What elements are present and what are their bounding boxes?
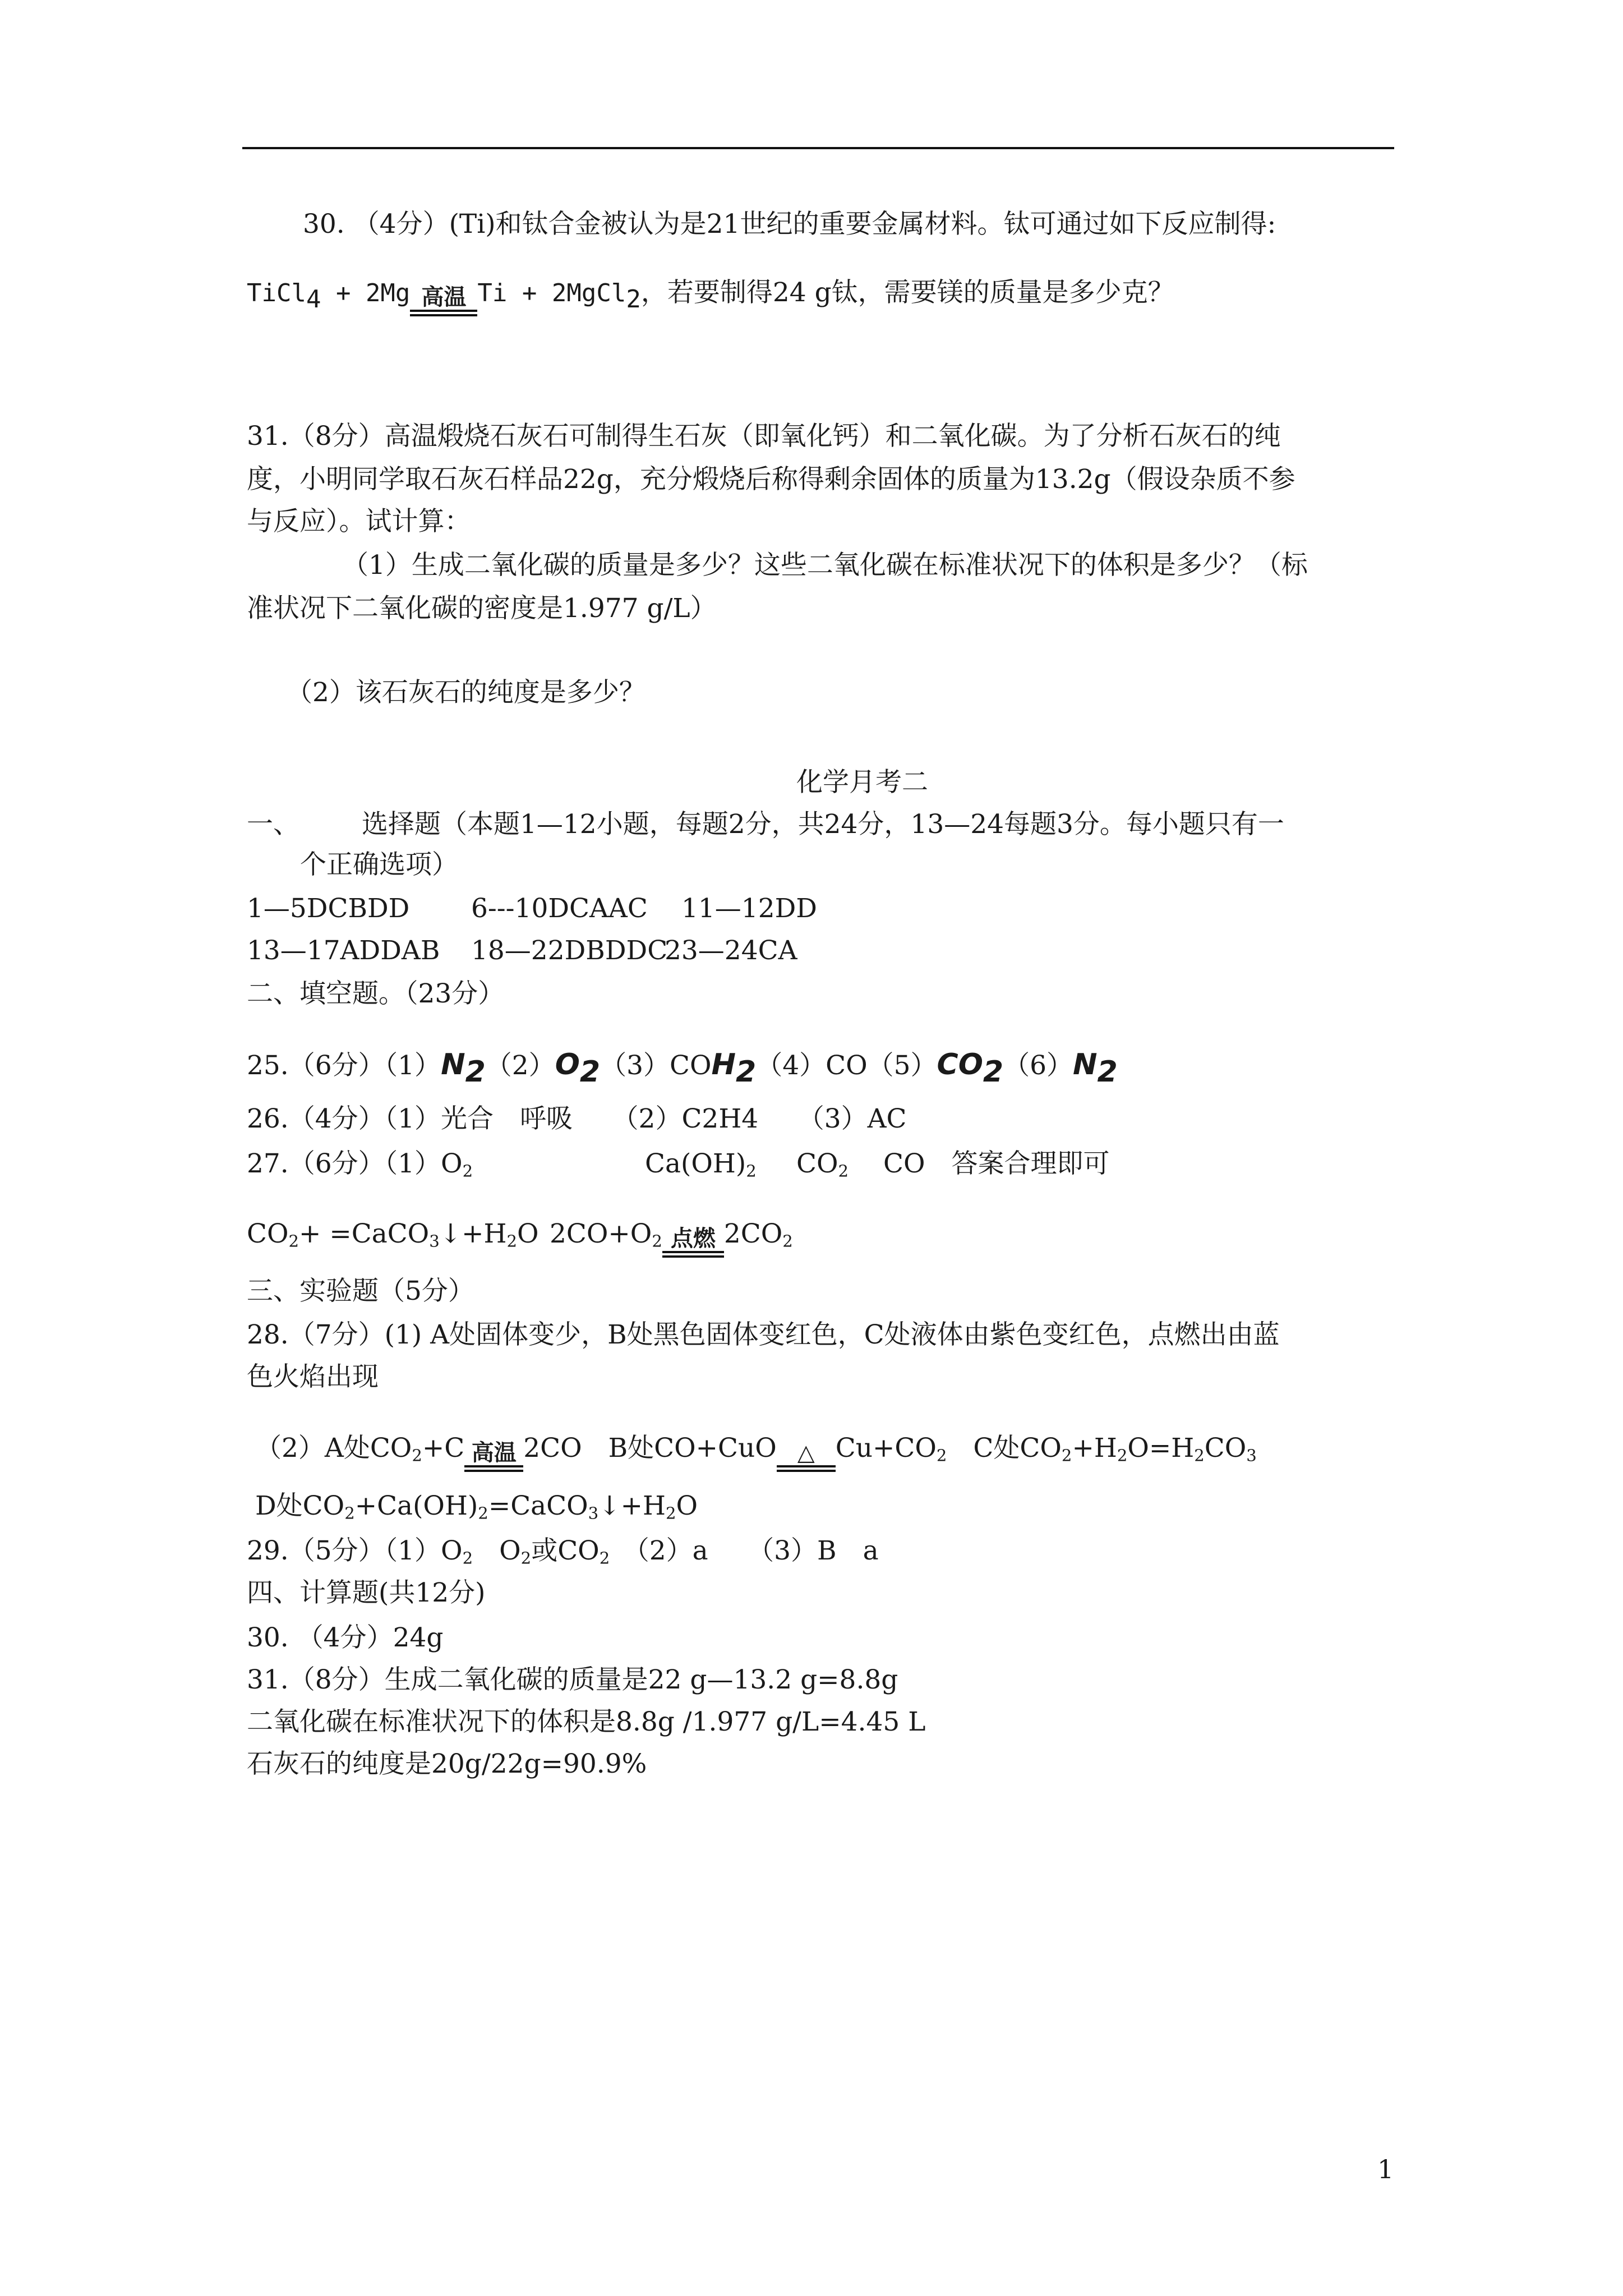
- section3-heading: 三、实验题（5分）: [247, 1276, 474, 1306]
- mc-answers-5: 18—22DBDDC: [471, 935, 668, 966]
- q30-equation: TiCl$_4$ + 2Mg 高温 Ti + 2MgCl$_2$，若要制得24 g钛，需要镁的质量是多少克？: [247, 276, 1174, 316]
- answer-27-equation2: $2CO+O_2$ 点燃 $2CO_2$: [550, 1217, 793, 1258]
- section1-heading-cont: 个正确选项）: [300, 849, 458, 880]
- header-rule: [242, 147, 1394, 149]
- answer-28-line2: 色火焰出现: [247, 1361, 379, 1392]
- mc-answers-2: 6---10DCAAC: [471, 893, 648, 924]
- answer-28-line4: D处$CO_2+Ca(OH)_2=CaCO_3↓+H_2O$: [255, 1490, 698, 1523]
- page-number: 1: [1377, 2154, 1394, 2184]
- answer-28-line3: （2）A处$CO_2+C$ 高温 2CO B处CO+CuO △ $Cu+CO_2$ C处$CO_2+H_2O=H_2CO_3$: [255, 1432, 1257, 1472]
- q30-line1: 30. （4分）(Ti)和钛合金被认为是21世纪的重要金属材料。钛可通过如下反应制得:: [303, 209, 1276, 240]
- mc-answers-1: 1—5DCBDD: [247, 893, 410, 924]
- section1-number: 一、: [247, 809, 299, 840]
- q31-line4: （1）生成二氧化碳的质量是多少？这些二氧化碳在标准状况下的体积是多少？（标: [342, 550, 1308, 581]
- answer-27-equation1: $CO_2+$ $=CaCO_3↓+H_2O$: [247, 1218, 539, 1251]
- section2-heading: 二、填空题。（23分）: [247, 978, 505, 1009]
- reaction-condition: 高温: [464, 1442, 523, 1472]
- answer-27-line1: 27.（6分）$(1)O_2$: [247, 1148, 473, 1181]
- reaction-condition: 高温: [410, 286, 477, 316]
- answer-26: 26.（4分）（1）光合 呼吸 （2）C2H4 （3）AC: [247, 1103, 907, 1134]
- answer-31-line3: 石灰石的纯度是20g/22g=90.9%: [247, 1749, 647, 1779]
- answer-27-co2: $CO_2$: [796, 1148, 849, 1181]
- answers-title: 化学月考二: [796, 767, 928, 798]
- answer-25: 25.（6分）$(1)N_2(2)O_2(3)COH_2(4)CO(5)CO_2(6)N_2$: [247, 1048, 1118, 1089]
- q31-line6: （2）该石灰石的纯度是多少？: [286, 677, 645, 708]
- section4-heading: 四、计算题(共12分): [247, 1577, 486, 1608]
- q31-line2: 度，小明同学取石灰石样品22g，充分煅烧后称得剩余固体的质量为13.2g（假设杂质不参: [247, 464, 1295, 495]
- q31-line1: 31.（8分）高温煅烧石灰石可制得生石灰（即氧化钙）和二氧化碳。为了分析石灰石的纯: [247, 421, 1281, 452]
- answer-27-co: CO 答案合理即可: [883, 1148, 1110, 1179]
- answer-27-caoh2: $Ca(OH)_2$: [645, 1148, 757, 1181]
- q31-line3: 与反应）。试计算：: [247, 506, 471, 537]
- q31-line5: 准状况下二氧化碳的密度是1.977 g/L）: [247, 593, 717, 624]
- answer-28-line1: 28.（7分）(1) A处固体变少，B处黑色固体变红色，C处液体由紫色变红色，点燃出由蓝: [247, 1319, 1280, 1350]
- section1-heading: 选择题（本题1—12小题，每题2分，共24分，13—24每题3分。每小题只有一: [362, 809, 1284, 840]
- answer-31-line2: 二氧化碳在标准状况下的体积是8.8g /1.977 g/L=4.45 L: [247, 1706, 926, 1737]
- reaction-condition: △: [777, 1442, 836, 1472]
- mc-answers-6: 23—24CA: [665, 935, 797, 966]
- answer-31-line1: 31.（8分）生成二氧化碳的质量是22 g—13.2 g=8.8g: [247, 1664, 898, 1695]
- answer-29: 29.（5分）$(1)O_2$ $O_2$或$CO_2$ （2）a （3）B a: [247, 1535, 879, 1568]
- mc-answers-3: 11—12DD: [681, 893, 817, 924]
- mc-answers-4: 13—17ADDAB: [247, 935, 440, 966]
- answer-30: 30. （4分）24g: [247, 1622, 444, 1653]
- reaction-condition: 点燃: [662, 1227, 724, 1258]
